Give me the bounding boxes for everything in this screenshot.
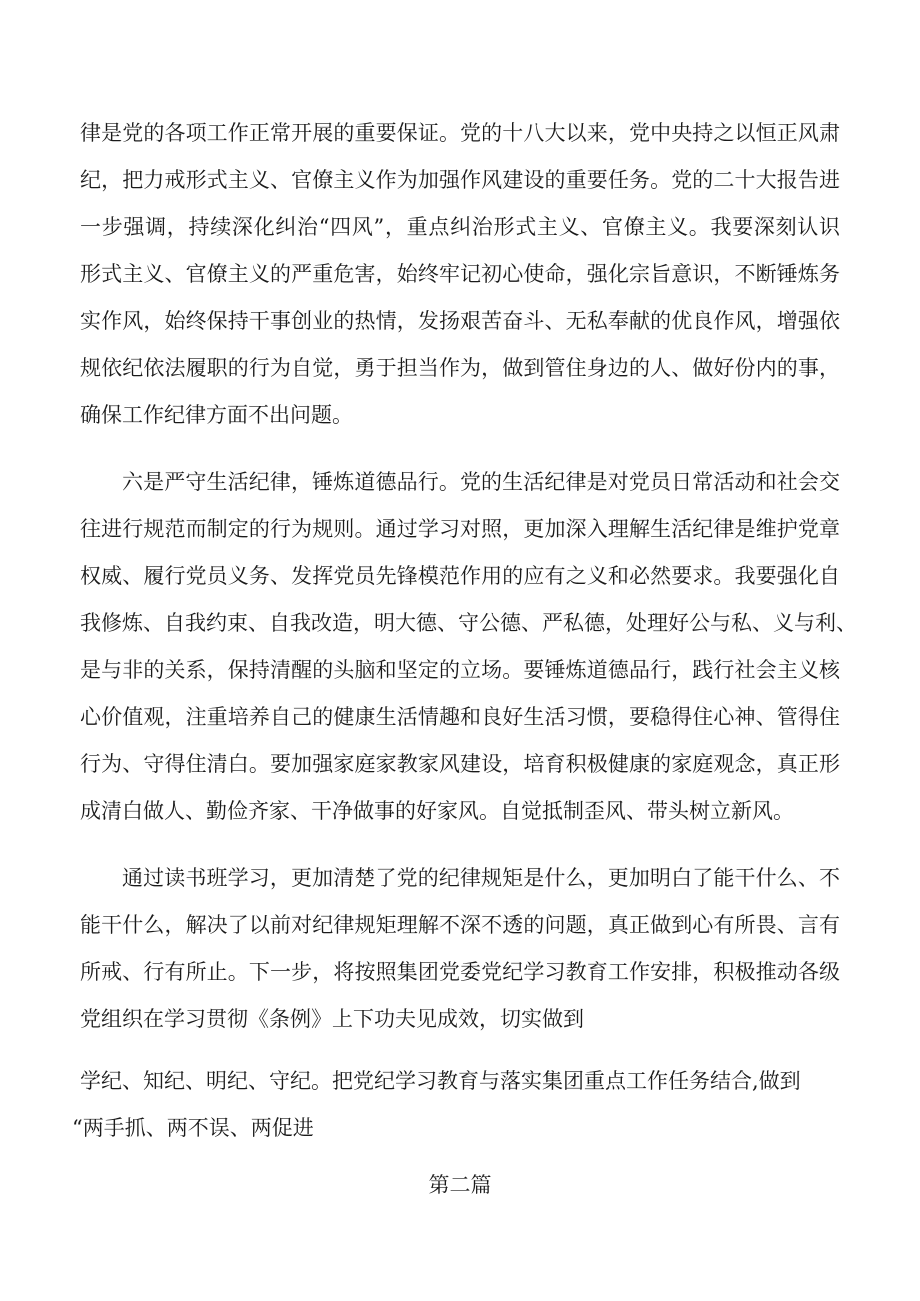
paragraph-1-line-1: 律是党的各项工作正常开展的重要保证。党的十八大以来，党中央持之以恒正风肃: [80, 121, 840, 145]
paragraph-3-line-1: 通过读书班学习，更加清楚了党的纪律规矩是什么，更加明白了能干什么、不: [122, 866, 840, 890]
paragraph-4-line-2: “两手抓、两不误、两促进: [72, 1116, 314, 1140]
paragraph-3-line-4: 党组织在学习贯彻《条例》上下功夫见成效，切实做到: [80, 1007, 584, 1031]
section-heading: 第二篇: [428, 1173, 492, 1197]
paragraph-2-line-4: 我修炼、自我约束、自我改造，明大德、守公德、严私德，处理好公与私、义与利、: [80, 611, 857, 635]
paragraph-2-line-5: 是与非的关系，保持清醒的头脑和坚定的立场。要锤炼道德品行，践行社会主义核: [80, 658, 840, 682]
paragraph-1-line-4: 形式主义、官僚主义的严重危害，始终牢记初心使命，强化宗旨意识，不断锤炼务: [80, 262, 840, 286]
paragraph-2-line-2: 往进行规范而制定的行为规则。通过学习对照，更加深入理解生活纪律是维护党章: [80, 517, 840, 541]
paragraph-2-line-7: 行为、守得住清白。要加强家庭家教家风建设，培育积极健康的家庭观念，真正形: [80, 752, 840, 776]
paragraph-3-line-3: 所戒、行有所止。下一步，将按照集团党委党纪学习教育工作安排，积极推动各级: [80, 960, 840, 984]
paragraph-1-line-2: 纪，把力戒形式主义、官僚主义作为加强作风建设的重要任务。党的二十大报告进: [80, 168, 840, 192]
paragraph-2-line-6: 心价值观，注重培养自己的健康生活情趣和良好生活习惯，要稳得住心神、管得住: [80, 705, 840, 729]
paragraph-1-line-5: 实作风，始终保持干事创业的热情，发扬艰苦奋斗、无私奉献的优良作风，增强依: [80, 309, 840, 333]
paragraph-4-line-1: 学纪、知纪、明纪、守纪。把党纪学习教育与落实集团重点工作任务结合,做到: [80, 1069, 801, 1093]
paragraph-1-line-3: 一步强调，持续深化纠治“四风”，重点纠治形式主义、官僚主义。我要深刻认识: [80, 215, 840, 239]
paragraph-1-line-7: 确保工作纪律方面不出问题。: [80, 403, 353, 427]
paragraph-2-line-1: 六是严守生活纪律，锤炼道德品行。党的生活纪律是对党员日常活动和社会交: [122, 470, 840, 494]
paragraph-3-line-2: 能干什么，解决了以前对纪律规矩理解不深不透的问题，真正做到心有所畏、言有: [80, 913, 840, 937]
paragraph-2-line-8: 成清白做人、勤俭齐家、干净做事的好家风。自觉抵制歪风、带头树立新风。: [80, 799, 794, 823]
paragraph-1-line-6: 规依纪依法履职的行为自觉，勇于担当作为，做到管住身边的人、做好份内的事，: [80, 356, 840, 380]
paragraph-2-line-3: 权威、履行党员义务、发挥党员先锋模范作用的应有之义和必然要求。我要强化自: [80, 564, 840, 588]
